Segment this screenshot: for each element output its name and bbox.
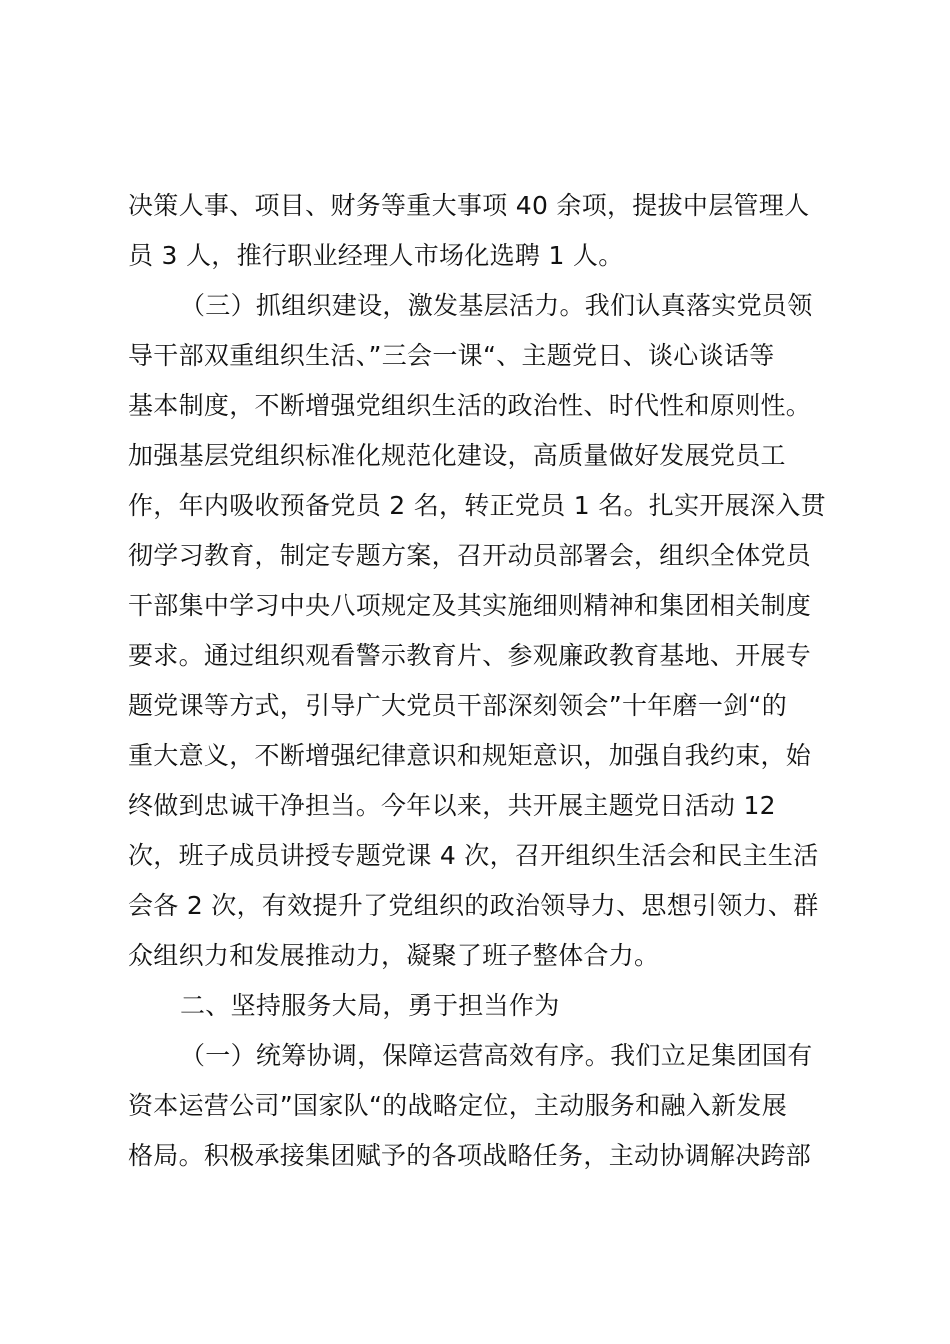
subsection-heading-line: （一）统筹协调，保障运营高效有序。我们立足集团国有 — [180, 1041, 813, 1070]
paragraph-line: 基本制度，不断增强党组织生活的政治性、时代性和原则性。 — [128, 391, 812, 420]
paragraph-line: 重大意义，不断增强纪律意识和规矩意识，加强自我约束，始 — [128, 741, 812, 770]
paragraph-line: 加强基层党组织标准化规范化建设，高质量做好发展党员工 — [128, 441, 786, 470]
paragraph-line: 作，年内吸收预备党员 2 名，转正党员 1 名。扎实开展深入贯 — [128, 491, 826, 520]
section-heading: 二、坚持服务大局，勇于担当作为 — [180, 991, 560, 1020]
paragraph-line: 干部集中学习中央八项规定及其实施细则精神和集团相关制度 — [128, 591, 812, 620]
paragraph-line: 彻学习教育，制定专题方案，召开动员部署会，组织全体党员 — [128, 541, 812, 570]
document-body — [128, 181, 832, 1181]
paragraph-line: 次，班子成员讲授专题党课 4 次，召开组织生活会和民主生活 — [128, 841, 819, 870]
paragraph-line: 要求。通过组织观看警示教育片、参观廉政教育基地、开展专 — [128, 641, 812, 670]
paragraph-line: 资本运营公司”国家队“的战略定位，主动服务和融入新发展 — [128, 1091, 788, 1120]
paragraph-line: 终做到忠诚干净担当。今年以来，共开展主题党日活动 12 — [128, 791, 776, 820]
paragraph-line: 众组织力和发展推动力，凝聚了班子整体合力。 — [128, 941, 660, 970]
paragraph-line: 导干部双重组织生活、”三会一课“、主题党日、谈心谈话等 — [128, 341, 775, 370]
paragraph-line: 员 3 人，推行职业经理人市场化选聘 1 人。 — [128, 241, 624, 270]
paragraph-line: 题党课等方式，引导广大党员干部深刻领会”十年磨一剑“的 — [128, 691, 788, 720]
paragraph-line: 会各 2 次，有效提升了党组织的政治领导力、思想引领力、群 — [128, 891, 819, 920]
subsection-heading-line: （三）抓组织建设，激发基层活力。我们认真落实党员领 — [180, 291, 813, 320]
paragraph-line: 决策人事、项目、财务等重大事项 40 余项，提拔中层管理人 — [128, 191, 810, 220]
paragraph-line: 格局。积极承接集团赋予的各项战略任务，主动协调解决跨部 — [128, 1141, 812, 1170]
